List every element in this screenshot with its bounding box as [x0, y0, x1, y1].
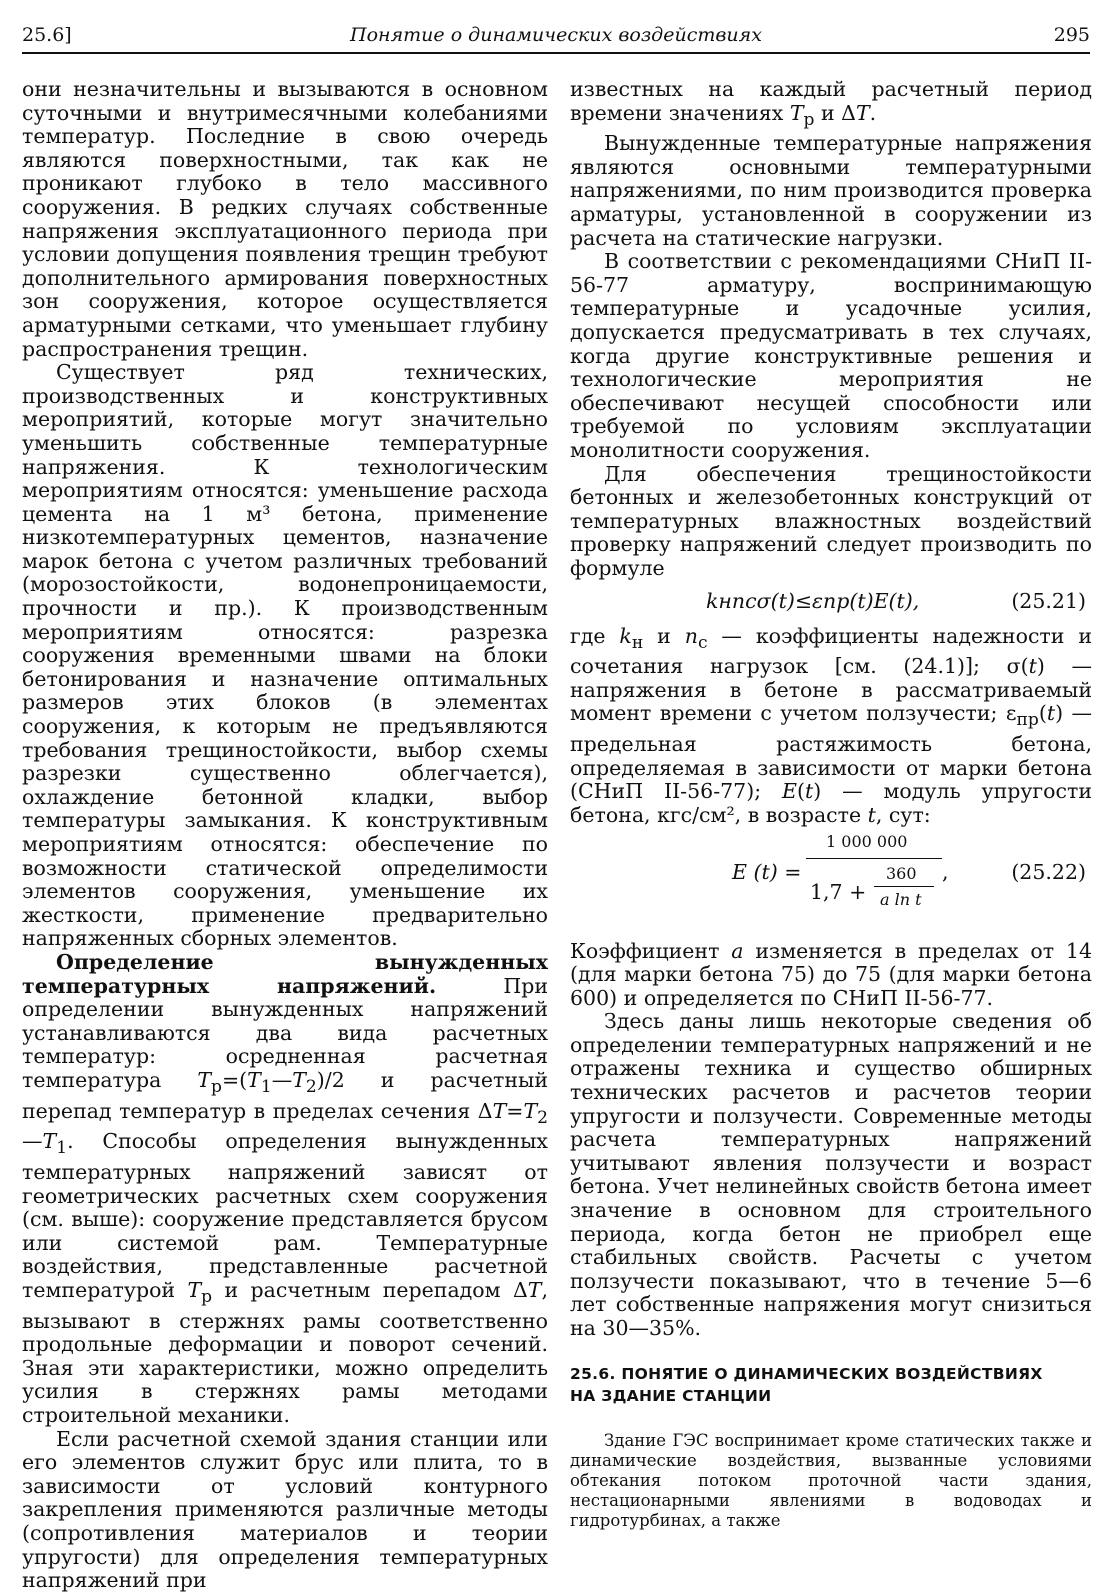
formula-denominator-constant: 1,7 +	[810, 879, 867, 904]
equation-number: (25.22)	[1011, 859, 1086, 884]
paragraph: Определение вынужденных температурных напряжений. При определении вынужденных напряжений устанавливаются два вида расчетных температур: осредненная расчетная температура $T_р=(T_1—T_2)/2$ и расчетный перепад температур в пределах сечения $\Delta T=T_2—T_1$. Способы определения вынужденных температурных напряжений зависят от геометрических расчетных схем сооружения (см. выше): сооружение представляется брусом или системой рам. Температурные воздействия, представленные расчетной температурой $T_р$ и расчетным перепадом ΔT, вызывают в стержнях рамы соответственно продольные деформации и поворот сечений. Зная эти характеристики, можно определить усилия в стержнях рамы методами строительной механики.	[22, 949, 549, 1428]
right-column	[570, 78, 1092, 1532]
inner-numerator: 360	[886, 863, 917, 883]
paragraph: В соответствии с рекомендациями СНиП II-56-77 арматуру, воспринимающую температурные и усадочные усилия, допускается предусматривать в тех случаях, когда другие конструктивные решения и технологические мероприятия не обеспечивают несущей способности или требуемой по условиям эксплуатации монолитности сооружения.	[570, 249, 1092, 462]
paragraph: Вынужденные температурные напряжения являются основными температурными напряжениями, по ним производится проверка арматуры, установленной в сооружении из расчета на статические нагрузки.	[570, 131, 1092, 250]
formula-expression: kнnсσ(t)≤εпр(t)E(t),	[706, 588, 920, 613]
inner-denominator: a ln t	[880, 889, 922, 909]
inner-fraction-bar	[874, 886, 934, 887]
run-in-heading: Определение вынужденных температурных напряжений.	[22, 949, 548, 998]
running-header	[22, 22, 1090, 54]
equation-number: (25.21)	[1011, 588, 1086, 613]
formula-numerator: 1 000 000	[826, 831, 908, 851]
paragraph: Для обеспечения трещиностойкости бетонных и железобетонных конструкций от температурных влажностных воздействий проверку напряжений следует производить по формуле	[570, 461, 1092, 580]
formula-25-22	[570, 828, 1092, 940]
fraction-bar	[806, 858, 942, 859]
paragraph: Здесь даны лишь некоторые сведения об определении температурных напряжений и не отражены техника и существо обширных технических расчетов и расчетов теории упругости и ползучести. Современные методы расчета температурных напряжений учитывают явления ползучести и возраст бетона. Учет нелинейных свойств бетона имеет значение в основном для строительного периода, когда бетон не приобрел еще стабильных свойств. Расчеты с учетом ползучести показывают, что в течение 5—6 лет собственные напряжения могут снизиться на 30—35%.	[570, 1009, 1092, 1340]
header-title: Понятие о динамических воздействиях	[350, 24, 762, 46]
paragraph: Коэффициент a изменяется в пределах от 14 (для марки бетона 75) до 75 (для марки бетона 600) и определяется по СНиП II-56-77.	[570, 938, 1092, 1010]
formula-lhs: E (t) =	[732, 859, 802, 884]
page-number: 295	[1053, 24, 1090, 46]
formula-comma: ,	[942, 859, 949, 884]
paragraph: Если расчетной схемой здания станции или его элементов служит брус или плита, то в зависимости от условий контурного закрепления применяются различные методы (сопротивления материалов и теории упругости) для определения температурных напряжений при	[22, 1426, 548, 1593]
section-heading: 25.6. ПОНЯТИЕ О ДИНАМИЧЕСКИХ ВОЗДЕЙСТВИЯХ НА ЗДАНИЕ СТАНЦИИ	[570, 1364, 1043, 1405]
header-section-number: 25.6]	[22, 24, 72, 46]
paragraph: Здание ГЭС воспринимает кроме статических также и динамические воздействия, вызванные условиями обтекания потоком проточной части здания, нестационарными явлениями в водоводах и гидротурбинах, а также	[570, 1430, 1092, 1531]
paragraph: известных на каждый расчетный период времени значениях $T_р$ и ΔT.	[570, 77, 1092, 130]
left-column	[22, 78, 548, 1593]
paragraph: Существует ряд технических, производственных и конструктивных мероприятий, которые могут значительно уменьшить собственные температурные напряжения. К технологическим мероприятиям относятся: уменьшение расхода цемента на 1 м³ бетона, применение низкотемпературных цементов, назначение марок бетона с учетом различных требований (морозостойкости, водонепроницаемости, прочности и пр.). К производственным мероприятиям относятся: разрезка сооружения временными швами на блоки бетонирования и назначение оптимальных размеров этих блоков (в элементах сооружения, к которым не предъявляются требования трещиностойкости, выбор схемы разрезки существенно облегчается), охлаждение бетонной кладки, выбор температуры замыкания. К конструктивным мероприятиям относятся: обеспечение по возможности статической определимости элементов сооружения, уменьшение их жесткости, применение предварительно напряженных сборных элементов.	[22, 360, 548, 951]
paragraph: где $k_н$ и $n_с$ — коэффициенты надежности и сочетания нагрузок [см. (24.1)]; σ(t) — напряжения в бетоне в рассматриваемый момент времени с учетом ползучести; $\varepsilon_{пр}(t)$ — предельная растяжимость бетона, определяемая в зависимости от марки бетона (СНиП II-56-77); E(t) — модуль упругости бетона, кгс/см², в возрасте t, сут:	[570, 623, 1093, 827]
paragraph: они незначительны и вызываются в основном суточными и внутримесячными колебаниями температур. Последние в свою очередь являются поверхностными, так как не проникают глубоко в тело массивного сооружения. В редких случаях собственные напряжения эксплуатационного периода при условии допущения появления трещин требуют дополнительного армирования поверхностных зон сооружения, которое осуществляется арматурными сетками, что уменьшает глубину распространения трещин.	[22, 77, 548, 361]
formula-25-21	[570, 581, 1092, 625]
